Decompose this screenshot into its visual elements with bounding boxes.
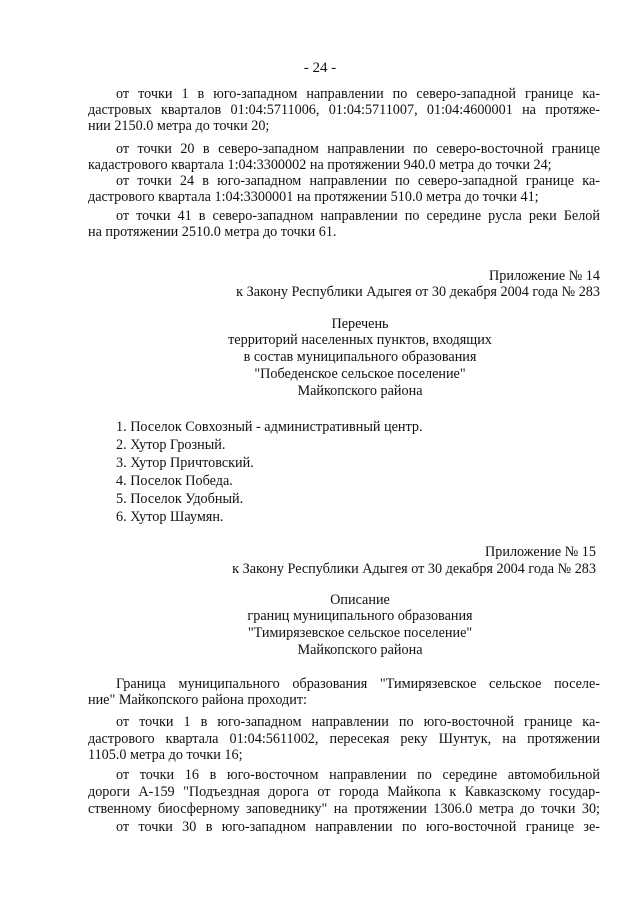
text-line: нии 2150.0 метра до точки 20; [88,118,270,134]
appendix-14-law-reference: к Закону Республики Адыгея от 30 декабря 2004 года № 283 [236,284,600,300]
title-line: границ муниципального образования [247,608,473,624]
list-item: 3. Хутор Причтовский. [116,455,254,471]
text-line: от точки 41 в северо-западном направлении по середине русла реки Белой [116,208,600,224]
text-line: ственному биосферному заповеднику" на протяжении 1306.0 метра до точки 30; [88,801,600,817]
text-line: от точки 1 в юго-западном направлении по юго-восточной границе ка- [116,714,600,730]
title-line: в состав муниципального образования [243,349,477,365]
text-line: от точки 24 в юго-западном направлении по северо-западной границе ка- [116,173,600,189]
text-line: от точки 16 в юго-восточном направлении по середине автомобильной [116,767,600,783]
text-line: от точки 30 в юго-западном направлении по юго-восточной границе зе- [116,819,600,835]
appendix-15-law-reference: к Закону Республики Адыгея от 30 декабря 2004 года № 283 [232,561,596,577]
text-line: дастровых кварталов 01:04:5711006, 01:04:5711007, 01:04:4600001 на протяже- [88,102,600,118]
list-item: 5. Поселок Удобный. [116,491,244,507]
title-line: Перечень [331,316,389,332]
title-line: Майкопского района [297,642,423,658]
text-line: кадастрового квартала 1:04:3300002 на протяжении 940.0 метра до точки 24; [88,157,552,173]
title-line: Майкопского района [297,383,423,399]
text-line: на протяжении 2510.0 метра до точки 61. [88,224,337,240]
appendix-14-label: Приложение № 14 [489,268,600,284]
text-line: дастрового квартала 1:04:3300001 на протяжении 510.0 метра до точки 41; [88,189,539,205]
list-item: 4. Поселок Победа. [116,473,233,489]
text-line: Граница муниципального образования "Тимирязевское сельское поселе- [116,676,600,692]
list-item: 1. Поселок Совхозный - административный центр. [116,419,423,435]
text-line: от точки 1 в юго-западном направлении по северо-западной границе ка- [116,86,600,102]
title-line: территорий населенных пунктов, входящих [228,332,492,348]
text-line: дороги А-159 "Подъездная дорога от города Майкопа к Кавказскому государ- [88,784,600,800]
list-item: 2. Хутор Грозный. [116,437,226,453]
list-item: 6. Хутор Шаумян. [116,509,224,525]
text-line: дастрового квартала 01:04:5611002, пересекая реку Шунтук, на протяжении [88,731,600,747]
text-line: от точки 20 в северо-западном направлении по северо-восточной границе [116,141,600,157]
appendix-15-label: Приложение № 15 [485,544,596,560]
text-line: 1105.0 метра до точки 16; [88,747,243,763]
title-line: Описание [330,592,390,608]
title-line: "Тимирязевское сельское поселение" [247,625,473,641]
text-line: ние" Майкопского района проходит: [88,692,307,708]
title-line: "Победенское сельское поселение" [254,366,466,382]
page-number: - 24 - [303,60,337,76]
